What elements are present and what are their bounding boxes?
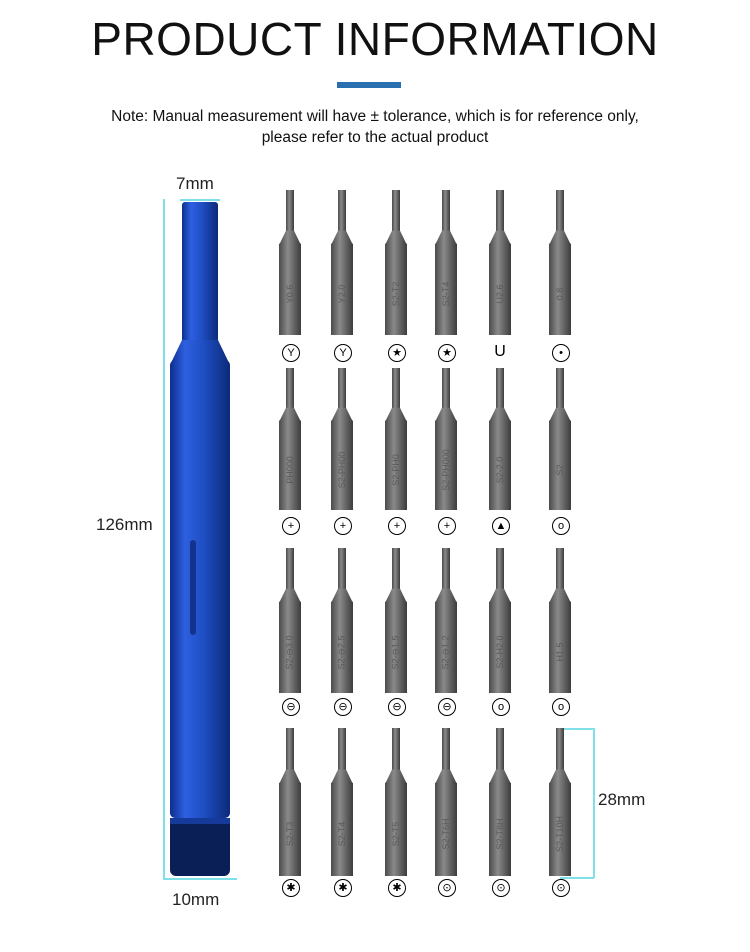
dimension-bottom-width: 10mm	[172, 890, 220, 909]
screwdriver-handle	[164, 200, 236, 880]
bit-engraving: S2-T8H	[495, 818, 505, 850]
bit-type-icon: ⊖	[282, 698, 300, 716]
bit-engraving: U2.6	[495, 284, 505, 304]
dim-guide-bit-side	[593, 728, 595, 878]
note-line-2: please refer to the actual product	[261, 129, 489, 146]
bit-engraving: S2-PH000	[441, 448, 451, 491]
bit-type-icon: ⊙	[492, 879, 510, 897]
title-underline	[337, 82, 401, 88]
bit-type-icon: ⊖	[334, 698, 352, 716]
bit-type-icon: U	[494, 343, 506, 360]
bit-type-icon: +	[334, 517, 352, 535]
bit-type-icon: ⊖	[388, 698, 406, 716]
bit-engraving: S2-T6H	[441, 818, 451, 850]
bit-engraving: S2-T2	[391, 281, 401, 306]
bit-type-icon: ✱	[334, 879, 352, 897]
bit-type-icon: ⊙	[438, 879, 456, 897]
bit-type-icon: o	[492, 698, 510, 716]
bit-type-icon: ▲	[492, 517, 510, 535]
bit-engraving: H1.5	[555, 642, 565, 662]
bit-engraving: S2	[555, 464, 565, 476]
bit-type-icon: +	[282, 517, 300, 535]
note-line-1: Note: Manual measurement will have ± tolerance, which is for reference only,	[111, 108, 639, 125]
bit-type-icon: Y	[334, 344, 352, 362]
bit-engraving: S2-T3	[285, 821, 295, 846]
dimension-length: 126mm	[96, 515, 153, 534]
bit-engraving: S2-⊖1.2	[440, 635, 451, 670]
bit-engraving: S2-PH00	[337, 451, 347, 488]
bit-type-icon: ✱	[282, 879, 300, 897]
bit-type-icon: ✱	[388, 879, 406, 897]
bit-engraving: Y2.0	[337, 284, 347, 303]
bit-type-icon: +	[388, 517, 406, 535]
bit-engraving: S2-⊖2.5	[336, 635, 347, 670]
bit-type-icon: o	[552, 517, 570, 535]
bit-engraving: 0.8	[555, 287, 565, 300]
bit-type-icon: •	[552, 344, 570, 362]
bit-type-icon: ⊙	[552, 879, 570, 897]
bit-engraving: Y0.6	[285, 284, 295, 303]
bit-type-icon: ★	[438, 344, 456, 362]
bit-engraving: S2-H2.0	[495, 635, 505, 669]
bit-type-icon: Y	[282, 344, 300, 362]
bit-type-icon: +	[438, 517, 456, 535]
bit-engraving: S2-PH0	[391, 453, 401, 486]
dimension-bit-length: 28mm	[598, 790, 646, 809]
bit-type-icon: ★	[388, 344, 406, 362]
bit-engraving: S2-T4	[441, 281, 451, 306]
bit-engraving: S2-⊖3.0	[284, 635, 295, 670]
bit-engraving: S2-2.0	[495, 456, 505, 483]
bit-type-icon: o	[552, 698, 570, 716]
dimension-top-width: 7mm	[176, 174, 214, 193]
bit-type-icon: ⊖	[438, 698, 456, 716]
bit-engraving: PH000	[285, 455, 295, 484]
page-title: PRODUCT INFORMATION	[91, 13, 659, 65]
bit-engraving: S2-T5	[391, 821, 401, 846]
bit-engraving: S2-⊖1.5	[390, 635, 401, 670]
bit-engraving: S2-T10H	[555, 815, 565, 852]
bit-engraving: S2-T4	[337, 821, 347, 846]
